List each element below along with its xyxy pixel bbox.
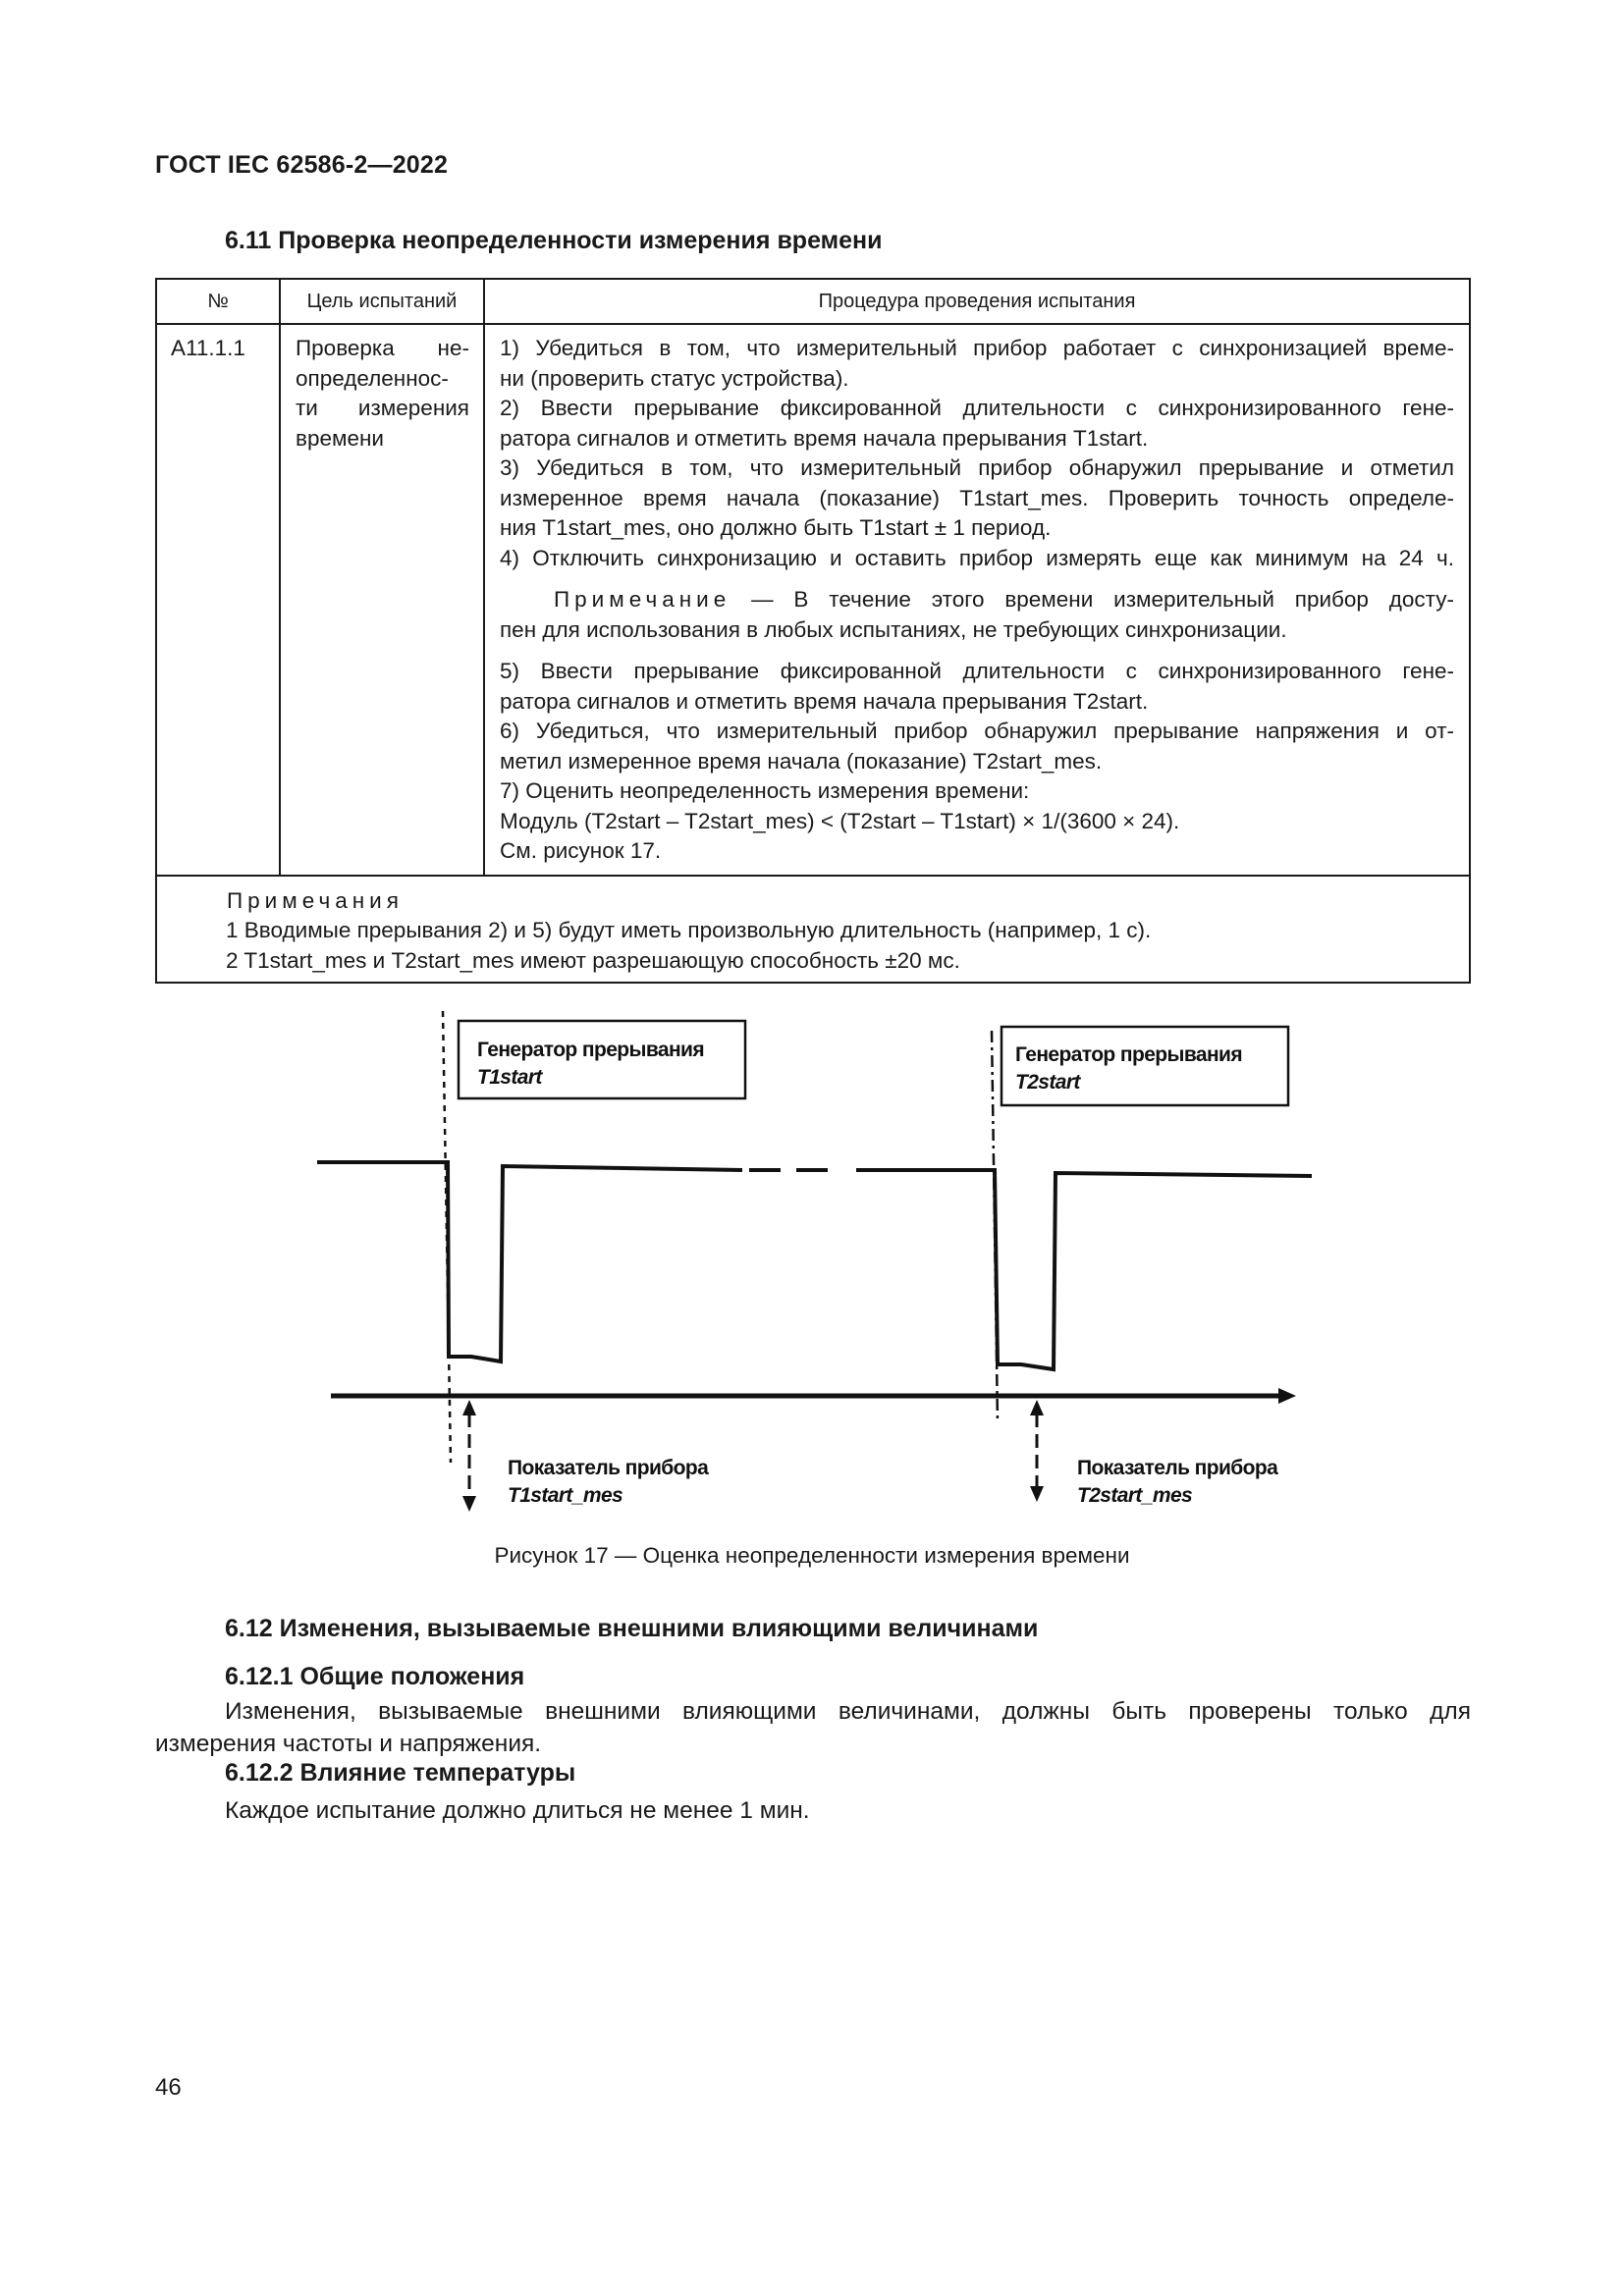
table-header-row [156,279,1470,324]
procedure-line: метил измеренное время начала (показание) T2start_mes. [500,748,1103,774]
header-number: № [156,279,280,324]
procedure-line: 7) Оценить неопределенность измерения времени: [500,778,1030,803]
procedure-line: измеренное время начала (показание) T1start_mes. Проверить точность определе- [500,485,1454,510]
generator-label-t1: Генератор прерывания [477,1039,704,1061]
procedure-line: ния T1start_mes, оно должно быть T1start ± 1 период. [500,515,1052,540]
indicator-arrowhead-up-t1 [462,1400,476,1415]
notes-label: Примечания [227,887,404,913]
indicator-time-t2: T2start_mes [1077,1484,1193,1507]
generator-box-t2 [1001,1027,1288,1105]
procedure-note [500,585,1454,645]
generator-time-t2: T2start [1015,1071,1080,1094]
goal-line: времени [296,425,384,451]
table-notes-row [156,876,1470,984]
section-6-12-heading: 6.12 Изменения, вызываемые внешними влияющими величинами [225,1615,1039,1642]
time-axis-arrowhead [1278,1388,1296,1404]
procedure-line: ратора сигналов и отметить время начала прерывания T1start. [500,425,1149,451]
indicator-time-t1: T1start_mes [508,1484,623,1507]
section-6-11-heading: 6.11 Проверка неопределенности измерения времени [225,227,883,254]
figure-caption: Рисунок 17 — Оценка неопределенности измерения времени [494,1543,1130,1568]
row-id: A11.1.1 [156,324,280,876]
section-6-12-2-paragraph: Каждое испытание должно длиться не менее 1 мин. [225,1797,810,1824]
note-text: — В течение этого времени измерительный прибор досту- [731,587,1454,612]
procedure-line: 6) Убедиться, что измерительный прибор обнаружил прерывание напряжения и от- [500,719,1454,743]
procedure-line: Модуль (T2start – T2start_mes) < (T2start – T1start) × 1/(3600 × 24). [500,808,1180,833]
goal-line: Проверка не- [296,336,469,360]
paragraph-line: Изменения, вызываемые внешними влияющими величинами, должны быть проверены только для [225,1698,1471,1725]
paragraph-line: измерения частоты и напряжения. [155,1731,542,1757]
page-number: 46 [155,2074,182,2101]
indicator-label-t1: Показатель прибора [508,1457,709,1479]
note-label: Примечание [554,587,731,612]
procedure-line: 1) Убедиться в том, что измерительный прибор работает с синхронизацией време- [500,336,1454,360]
row-procedure [484,324,1470,876]
note-line [500,585,1454,615]
generator-label-t2: Генератор прерывания [1015,1043,1242,1066]
indicator-arrowhead-down-t1 [462,1496,476,1512]
indicator-label-t2: Показатель прибора [1077,1457,1278,1479]
procedure-line: ни (проверить статус устройства). [500,365,849,391]
standard-header: ГОСТ IEC 62586-2—2022 [155,151,449,179]
table-row [156,324,1470,876]
procedure-line: 3) Убедиться в том, что измерительный прибор обнаружил прерывание и отметил [500,455,1454,480]
header-goal: Цель испытаний [280,279,484,324]
row-goal [280,324,484,876]
section-6-12-2-heading: 6.12.2 Влияние температуры [225,1759,576,1787]
note-line: пен для использования в любых испытаниях, не требующих синхронизации. [500,616,1287,642]
procedure-line: 5) Ввести прерывание фиксированной длительности с синхронизированного гене- [500,659,1454,683]
section-6-12-1-paragraph [155,1695,1471,1760]
note-item: 1 Вводимые прерывания 2) и 5) будут иметь произвольную длительность (например, 1 с). [226,918,1152,942]
signal-waveform-part1 [317,1162,742,1362]
procedure-line: 2) Ввести прерывание фиксированной длительности с синхронизированного гене- [500,396,1454,420]
header-procedure: Процедура проведения испытания [484,279,1470,324]
procedure-table [155,278,1471,984]
generator-time-t1: T1start [477,1066,542,1089]
section-6-12-1-heading: 6.12.1 Общие положения [225,1663,525,1690]
signal-waveform-part2 [856,1170,1312,1369]
table-notes [156,876,1470,984]
note-item: 2 T1start_mes и T2start_mes имеют разрешающую способность ±20 мс. [226,947,960,973]
goal-line: ти измерения [296,396,469,420]
indicator-arrowhead-down-t2 [1030,1486,1044,1502]
goal-line: определеннос- [296,365,449,391]
procedure-line: 4) Отключить синхронизацию и оставить прибор измерять еще как минимум на 24 ч. [500,545,1454,570]
procedure-line: ратора сигналов и отметить время начала прерывания T2start. [500,688,1149,714]
indicator-arrowhead-up-t2 [1030,1400,1044,1415]
figure-17-timing-diagram [0,1001,1624,1512]
procedure-line: См. рисунок 17. [500,838,662,863]
